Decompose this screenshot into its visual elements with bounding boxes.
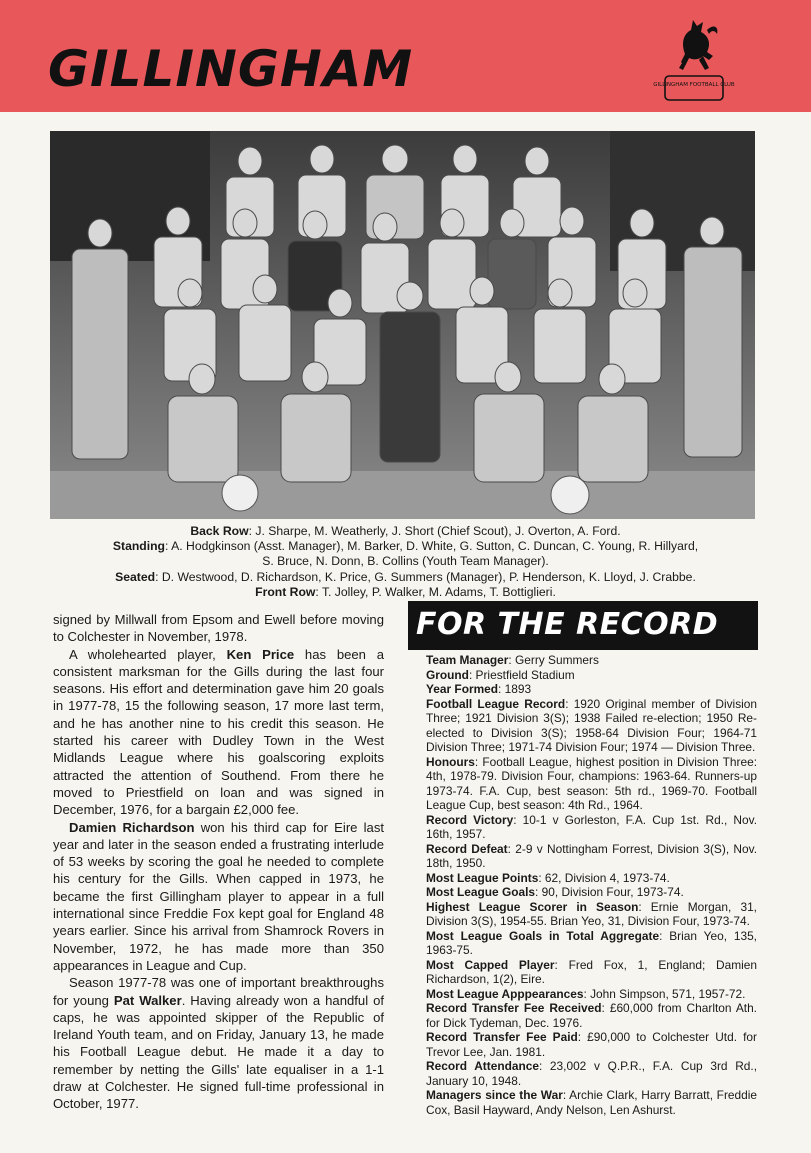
caption-back-row: Back Row: J. Sharpe, M. Weatherly, J. Short (Chief Scout), J. Overton, A. Ford. [190, 524, 621, 538]
record-item: Team Manager: Gerry Summers [426, 653, 599, 667]
record-item: Managers since the War: Archie Clark, Harry Barratt, Freddie Cox, Basil Hayward, Andy Nelson, Len Ashurst. [426, 1088, 758, 1117]
article-paragraph: Damien Richardson won his third cap for Eire last year and later in the season ended a frustrating interlude of 53 weeks by scoring the goal he needed to complete his century for the Gills. When capped in 1973, he became the first Gillingham player to appear in a full international since Freddie Fox kept goal for England 48 years earlier. Since his arrival from Shamrock Rovers in November, 1972, he has made more than 350 appearances in League and Cup. [53, 819, 385, 973]
article-paragraph: Season 1977-78 was one of important breakthroughs for young Pat Walker. Having already won a handful of caps, he was appointed skipper of the Republic of Ireland Youth team, and on Friday, January 13, he made his Football League debut. He made it a day to remember by netting the Gills' late equaliser in a 1-1 draw at Colchester. He signed full-time professional in October, 1977. [53, 975, 384, 1112]
team-photo [50, 131, 755, 519]
record-item: Record Defeat: 2-9 v Nottingham Forrest, Division 3(S), Nov. 18th, 1950. [426, 841, 757, 870]
record-item: Most League Apppearances: John Simpson, 571, 1957-72. [426, 986, 746, 1001]
article-paragraph: signed by Millwall from Epsom and Ewell before moving to Colchester in November, 1978. [53, 612, 384, 645]
record-item: Record Transfer Fee Paid: £90,000 to Colchester Utd. for Trevor Lee, Jan. 1981. [426, 1030, 757, 1059]
record-item: Record Attendance: 23,002 v Q.P.R., F.A. Cup 3rd Rd., January 10, 1948. [426, 1059, 758, 1088]
record-item: Record Victory: 10-1 v Gorleston, F.A. Cup 1st. Rd., Nov. 16th, 1957. [426, 812, 757, 841]
record-item: Year Formed: 1893 [426, 682, 532, 696]
caption-front-row: Front Row: T. Jolley, P. Walker, M. Adams, T. Bottiglieri. [255, 584, 556, 599]
photo-caption [40, 524, 771, 600]
for-the-record-banner [408, 601, 758, 650]
club-title: GILLINGHAM [48, 40, 414, 98]
record-item: Most Capped Player: Fred Fox, 1, England; Damien Richardson, 1(2), Eire. [426, 957, 757, 986]
record-item: Most League Goals: 90, Division Four, 1973-74. [426, 885, 684, 899]
record-item: Honours: Football League, highest position in Division Three: 4th, 1978-79. Division Four, champions: 1963-64. Runners-up 1973-74. F.A. Cup, best season: 5th rd., 1969-70. Football League Cup, best season: 4th Rd., 1964. [426, 754, 757, 812]
record-item: Ground: Priestfield Stadium [426, 667, 575, 682]
banner-title: FOR THE RECORD [416, 607, 719, 642]
caption-seated: Seated: D. Westwood, D. Richardson, K. Price, G. Summers (Manager), P. Henderson, K. Lloyd, J. Crabbe. [115, 569, 696, 584]
record-item: Highest League Scorer in Season: Ernie Morgan, 31, Division 3(S), 1954-55. Brian Yeo, 31, Division Four, 1973-74. [426, 899, 757, 928]
header-band [0, 0, 811, 112]
article-column [53, 611, 384, 1113]
caption-standing-cont: S. Bruce, N. Donn, B. Collins (Youth Team Manager). [262, 554, 549, 569]
record-item: Record Transfer Fee Received: £60,000 from Charlton Ath. for Dick Tydeman, Dec. 1976. [426, 1001, 757, 1030]
article-paragraph: A wholehearted player, Ken Price has been a consistent marksman for the Gills during the last four seasons. His effort and determination gave him 20 goals in 1977-78, 15 the following season, 17 more last term, and he has another nine to his credit this season. He started his career with Dudley Town in the West Midlands League where his goalscoring exploits attracted the attention of Southend. From there he moved to Priestfield on loan and was signed in December, 1976, for a bargain £2,000 fee. [53, 646, 385, 818]
caption-standing: Standing: A. Hodgkinson (Asst. Manager), M. Barker, D. White, G. Sutton, C. Duncan, C. Young, R. Hillyard, [112, 539, 699, 554]
record-list [426, 653, 757, 1117]
record-item: Most League Points: 62, Division 4, 1973-74. [426, 870, 670, 885]
horse-crest-icon [653, 10, 735, 106]
record-item: Most League Goals in Total Aggregate: Brian Yeo, 135, 1963-75. [426, 928, 757, 957]
record-item: Football League Record: 1920 Original member of Division Three; 1921 Division 3(S); 1938 Failed re-election; 1950 Re-elected to Division 3(S); 1958-64 Division Four; 1964-71 Division Three; 1971-74 Division Four; 1974 — Division Three. [426, 696, 758, 754]
crest-text: GILLINGHAM FOOTBALL CLUB [653, 82, 735, 88]
